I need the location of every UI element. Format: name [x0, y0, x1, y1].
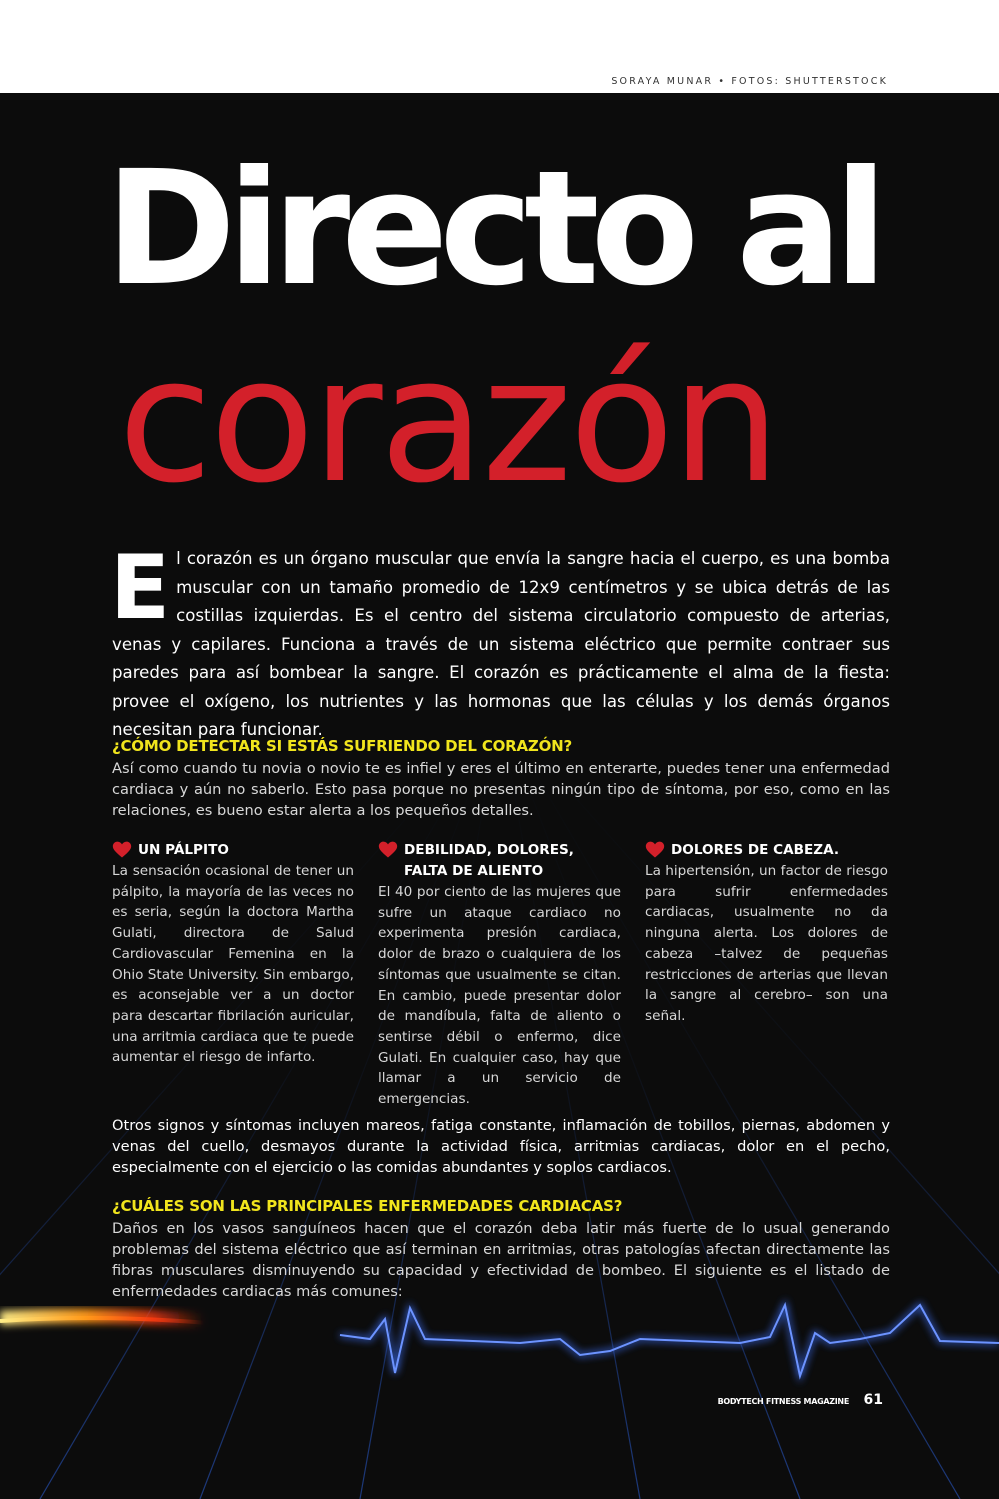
- symptom-heading-3: [645, 840, 888, 861]
- photo-credit: SORAYA MUNAR • FOTOS: SHUTTERSTOCK: [611, 76, 888, 87]
- section1-text: Así como cuando tu novia o novio te es infiel y eres el último en enterarte, puedes tener una enfermedad cardiaca y aún no saberlo. Esto pasa porque no presentas ningún tipo de síntoma, por eso, como en las relaciones, es bueno estar alerta a los pequeños detalles.: [112, 760, 890, 819]
- intro-paragraph: [110, 536, 890, 745]
- symptom-heading-2: [378, 840, 621, 882]
- section2-heading: ¿CUÁLES SON LAS PRINCIPALES ENFERMEDADES CARDIACAS?: [112, 1197, 623, 1215]
- other-symptoms-paragraph: Otros signos y síntomas incluyen mareos, fatiga constante, inflamación de tobillos, piernas, abdomen y venas del cuello, desmayos durante la actividad física, arritmias cardiacas, dolor en el pecho, especialmente con el ejercicio o las comidas abundantes y soplos cardiacos.: [112, 1117, 890, 1176]
- top-white-band: [0, 0, 999, 93]
- magazine-name: BODYTECH FITNESS MAGAZINE: [717, 1397, 849, 1406]
- symptom-text-2: El 40 por ciento de las mujeres que sufre un ataque cardiaco no experimenta presión cardiaca, dolor de brazo o cualquiera de los síntomas que usualmente se citan. En cambio, puede presentar dolor de mandíbula, falta de aliento o sentirse débil o enfermo, dice Gulati. En cualquier caso, hay que llamar a un servicio de emergencias.: [378, 884, 621, 1108]
- symptom-heading-1-label: UN PÁLPITO: [138, 842, 229, 858]
- symptom-heading-3-label: DOLORES DE CABEZA.: [671, 842, 840, 858]
- symptom-column-3: [645, 840, 888, 1027]
- page-number: 61: [863, 1392, 883, 1408]
- heart-icon: [645, 840, 665, 860]
- article-title-line2: corazón: [118, 320, 778, 521]
- symptom-text-3: La hipertensión, un factor de riesgo para sufrir enfermedades cardiacas, usualmente no da ninguna alerta. Los dolores de cabeza –talvez de pequeñas restricciones de arterias que llevan la sangre al cerebro– son una señal.: [645, 863, 888, 1024]
- symptom-column-2: [378, 840, 621, 1110]
- symptom-text-1: La sensación ocasional de tener un pálpito, la mayoría de las veces no es seria, según la doctora Martha Gulati, directora de Salud Cardiovascular Femenina en la Ohio State University. Sin embargo, es aconsejable ver a un doctor para descartar fibrilación auricular, una arritmia cardiaca que te puede aumentar el riesgo de infarto.: [112, 863, 354, 1066]
- drop-cap: E: [110, 536, 171, 639]
- heart-icon: [112, 840, 132, 860]
- symptom-column-1: [112, 840, 354, 1068]
- section1-heading: ¿CÓMO DETECTAR SI ESTÁS SUFRIENDO DEL CORAZÓN?: [112, 737, 573, 755]
- symptom-heading-1: [112, 840, 354, 861]
- section2-text: Daños en los vasos sanguíneos hacen que el corazón deba latir más fuerte de lo usual generando problemas del sistema eléctrico que así terminan en arritmias, otras patologías afectan directamente las fibras musculares disminuyendo su capacidad y efectividad de bombeo. El siguiente es el listado de enfermedades cardiacas más comunes:: [112, 1220, 890, 1300]
- symptom-heading-2-label: DEBILIDAD, DOLORES, FALTA DE ALIENTO: [404, 842, 574, 879]
- heart-icon: [378, 840, 398, 860]
- article-title-line1: Directo al: [105, 137, 879, 321]
- intro-text: l corazón es un órgano muscular que envía la sangre hacia el cuerpo, es una bomba muscular con un tamaño promedio de 12x9 centímetros y se ubica detrás de las costillas izquierdas. Es el centro del sistema circulatorio compuesto de arterias, venas y capilares. Funciona a través de un sistema eléctrico que permite contraer sus paredes para así bombear la sangre. El corazón es prácticamente el alma de la fiesta: provee el oxígeno, los nutrientes y las hormonas que las células y los demás órganos necesitan para funcionar.: [112, 549, 890, 739]
